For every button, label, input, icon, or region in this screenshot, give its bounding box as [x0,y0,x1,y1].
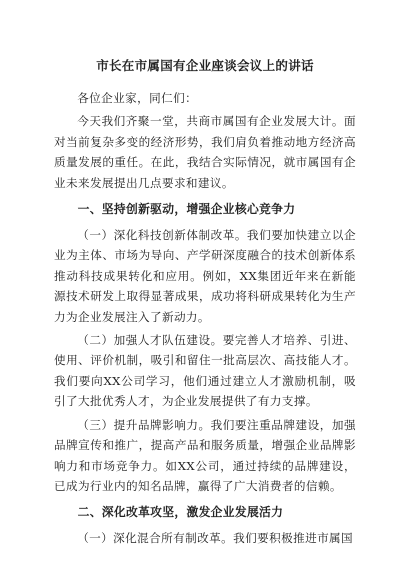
section1-paragraph-3: （三）提升品牌影响力。我们要注重品牌建设，加强品牌宣传和推广，提高产品和服务质量，增强企业品牌影响力和市场竞争力。如XX公司，通过持续的品牌建设，已成为行业内的知名品牌，赢得了广大消费者的信赖。 [54,417,356,493]
intro-paragraph: 今天我们齐聚一堂，共商市属国有企业发展大计。面对当前复杂多变的经济形势，我们肩负着推动地方经济高质量发展的重任。在此，我结合实际情况，就市属国有企业未来发展提出几点要求和建议。 [54,114,356,190]
greeting: 各位企业家，同仁们： [77,91,198,105]
section2-paragraph-1: （一）深化混合所有制改革。我们要积极推进市属国 [77,531,354,546]
section-heading-1: 一、坚持创新驱动，增强企业核心竞争力 [77,202,296,217]
section1-paragraph-1: （一）深化科技创新体制改革。我们要加快建立以企业为主体、市场为导向、产学研深度融合的技术创新体系推动科技成果转化和应用。例如，XX集团近年来在新能源技术研发上取得显著成果，成功将科研成果转化为生产力为企业发展注入了新动力。 [54,228,356,324]
section1-paragraph-2: （二）加强人才队伍建设。要完善人才培养、引进、使用、评价机制，吸引和留住一批高层次、高技能人才。我们要向XX公司学习，他们通过建立人才激励机制，吸引了大批优秀人才，为企业发展提供了有力支撑。 [54,333,356,409]
page-title: 市长在市属国有企业座谈会议上的讲话 [96,58,314,73]
section-heading-2: 二、深化改革攻坚，激发企业发展活力 [77,505,284,520]
